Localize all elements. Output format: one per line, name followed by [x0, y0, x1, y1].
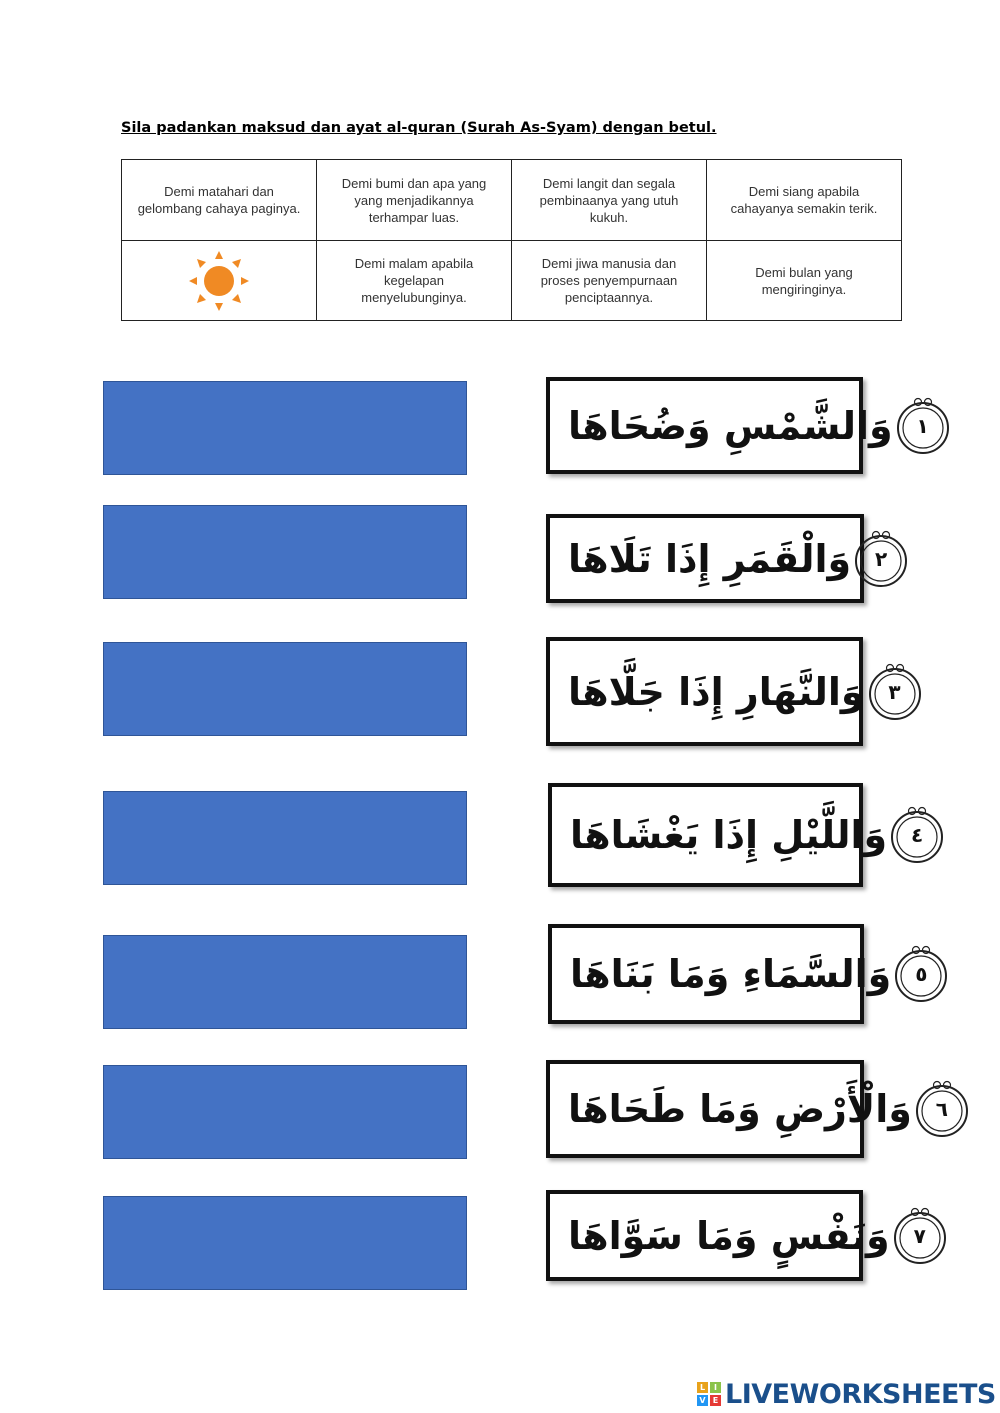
ayah-marker	[890, 1206, 950, 1266]
answer-dropbox-2[interactable]	[103, 505, 467, 599]
logo-tile: L	[697, 1382, 708, 1393]
verse-card-5	[548, 924, 928, 1024]
logo-tile: V	[697, 1395, 708, 1406]
option-malam[interactable]: Demi malam apabila kegelapan menyelubunginya.	[317, 241, 512, 321]
option-langit[interactable]: Demi langit dan segala pembinaanya yang utuh kukuh.	[512, 160, 707, 241]
ayah-text: وَالْقَمَرِ إِذَا تَلَاهَا	[568, 536, 852, 581]
logo-tiles-icon	[697, 1382, 721, 1406]
answer-dropbox-5[interactable]	[103, 935, 467, 1029]
ayah-number: ٢	[875, 546, 888, 571]
logo-tile: I	[710, 1382, 721, 1393]
ayah-text: وَالشَّمْسِ وَضُحَاهَا	[568, 403, 893, 448]
logo-tile: E	[710, 1395, 721, 1406]
sun-icon	[187, 249, 251, 313]
ayah-number: ٣	[888, 679, 901, 704]
ayah-marker	[893, 396, 953, 456]
ayah-number: ٦	[935, 1097, 948, 1121]
ayah-marker	[865, 662, 925, 722]
option-bulan[interactable]: Demi bulan yang mengiringinya.	[707, 241, 902, 321]
verse-card-1	[546, 377, 929, 474]
liveworksheets-logo	[697, 1378, 996, 1410]
ayah-text: وَنَفْسٍ وَمَا سَوَّاهَا	[568, 1213, 890, 1258]
answer-dropbox-6[interactable]	[103, 1065, 467, 1159]
ayah-number: ٧	[913, 1223, 926, 1248]
answer-dropbox-7[interactable]	[103, 1196, 467, 1290]
answer-dropbox-3[interactable]	[103, 642, 467, 736]
option-bumi[interactable]: Demi bumi dan apa yang yang menjadikannya terhampar luas.	[317, 160, 512, 241]
options-table	[121, 159, 902, 321]
ayah-marker	[912, 1079, 972, 1139]
ayah-text: وَالْأَرْضِ وَمَا طَحَاهَا	[568, 1087, 912, 1131]
verse-card-6	[546, 1060, 948, 1158]
ayah-number: ٥	[915, 962, 928, 986]
option-jiwa[interactable]: Demi jiwa manusia dan proses penyempurnaan penciptaannya.	[512, 241, 707, 321]
logo-text: LIVEWORKSHEETS	[725, 1378, 996, 1410]
instruction-text: Sila padankan maksud dan ayat al-quran (Surah As-Syam) dengan betul.	[121, 120, 717, 136]
verse-card-7	[546, 1190, 926, 1281]
answer-dropbox-1[interactable]	[103, 381, 467, 475]
option-matahari[interactable]: Demi matahari dan gelombang cahaya paginya.	[122, 160, 317, 241]
verse-card-4	[548, 783, 924, 887]
ayah-marker	[887, 805, 947, 865]
ayah-number: ١	[916, 413, 929, 438]
option-siang[interactable]: Demi siang apabila cahayanya semakin terik.	[707, 160, 902, 241]
sun-cell	[122, 241, 317, 321]
ayah-text: وَالنَّهَارِ إِذَا جَلَّاهَا	[568, 669, 865, 714]
answer-dropbox-4[interactable]	[103, 791, 467, 885]
ayah-text: وَالسَّمَاءِ وَمَا بَنَاهَا	[570, 952, 892, 996]
ayah-marker	[891, 944, 951, 1004]
ayah-text: وَاللَّيْلِ إِذَا يَغْشَاهَا	[570, 813, 888, 857]
verse-card-3	[546, 637, 901, 746]
ayah-number: ٤	[911, 823, 924, 847]
verse-card-2	[546, 514, 888, 603]
ayah-marker	[851, 529, 911, 589]
